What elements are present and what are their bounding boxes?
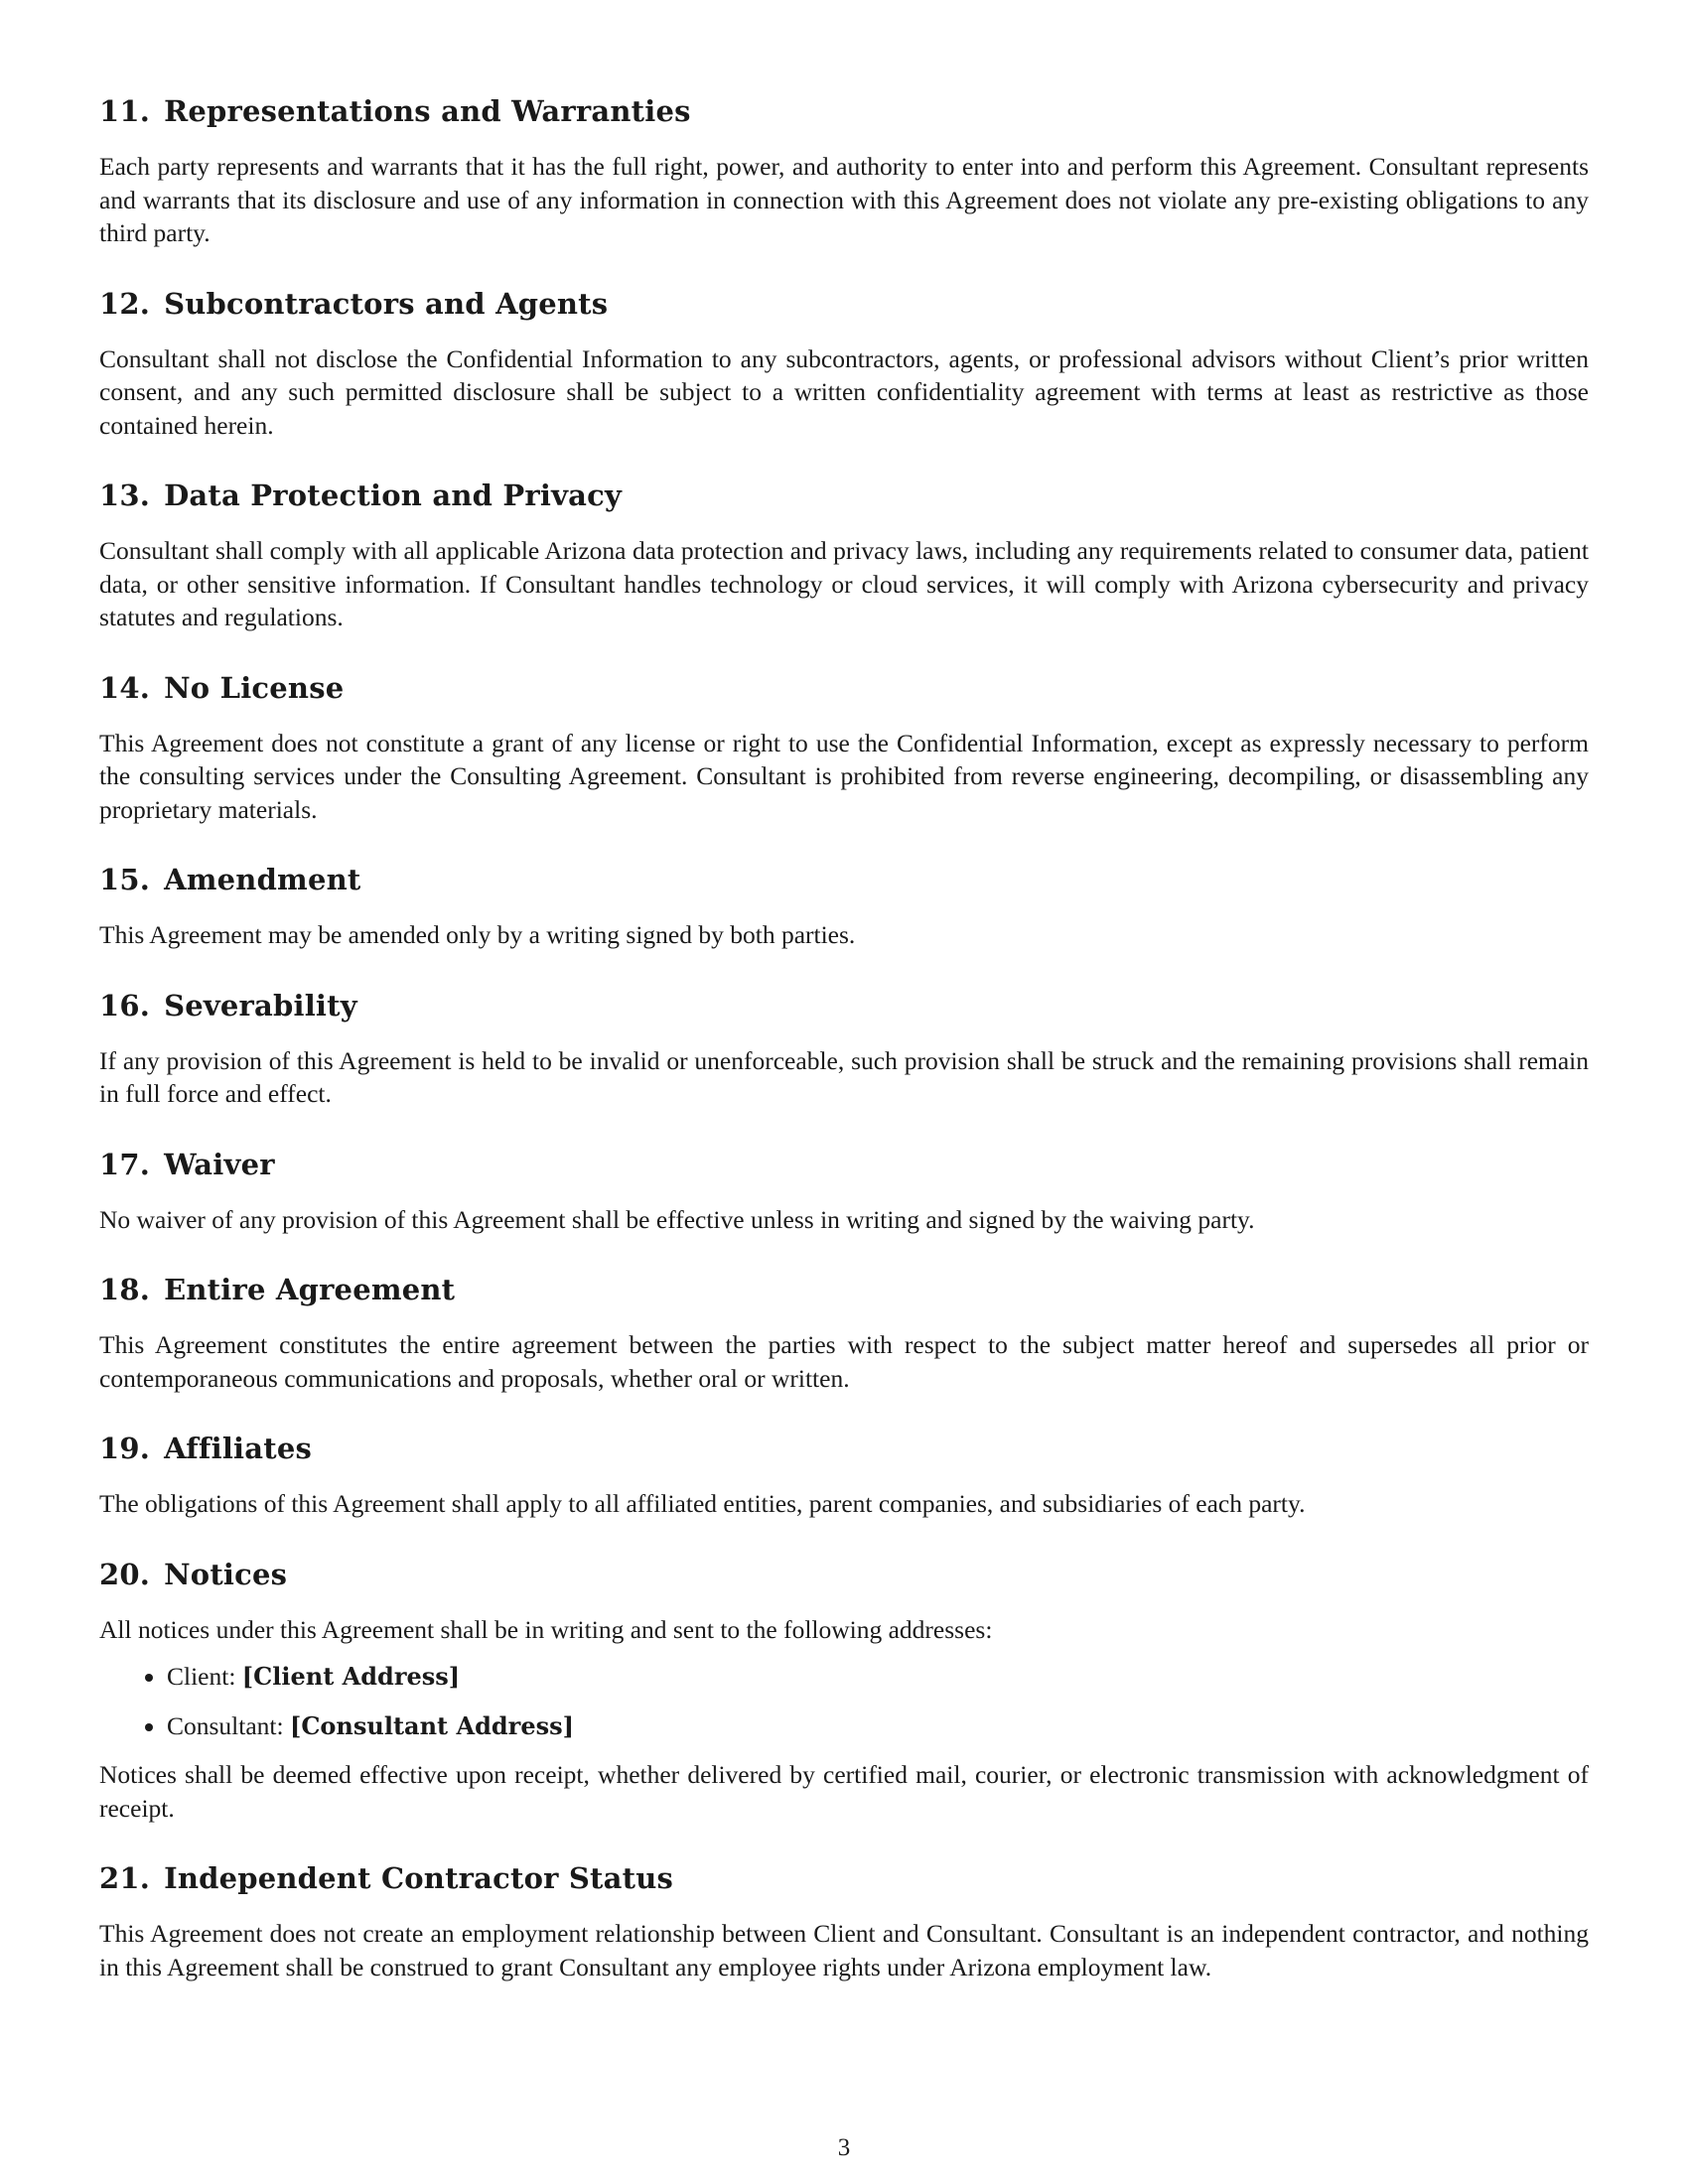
section-body: Each party represents and warrants that it has the full right, power, and authority to enter into and perform this Agreement. Consultant represents and warrants that its disclosure and use of any information in connection with this Agreement does not violate any pre-existing obligations to any third party. xyxy=(99,152,1589,247)
section-body: This Agreement may be amended only by a writing signed by both parties. xyxy=(99,920,856,949)
section-body: This Agreement does not constitute a grant of any license or right to use the Confidential Information, except as expressly necessary to perform the consulting services under the Consulting Agreement. Consultant is prohibited from reverse engineering, decompiling, or disassembling any proprietary materials. xyxy=(99,728,1589,824)
section-independent-contractor xyxy=(99,1858,1589,1983)
section-body: This Agreement constitutes the entire agreement between the parties with respect to the subject matter hereof and supersedes all prior or contemporaneous communications and proposals, whether oral or written. xyxy=(99,1330,1589,1393)
document-page xyxy=(99,91,1589,2017)
section-data-protection-privacy xyxy=(99,476,1589,634)
section-intro: All notices under this Agreement shall be in writing and sent to the following addresses: xyxy=(99,1614,993,1644)
section-body: The obligations of this Agreement shall apply to all affiliated entities, parent companies, and subsidiaries of each party. xyxy=(99,1489,1306,1518)
section-no-license xyxy=(99,668,1589,827)
address-list xyxy=(99,1660,1589,1742)
section-heading: 16. Severability xyxy=(99,988,357,1023)
address-placeholder: [Client Address] xyxy=(241,1662,461,1691)
section-entire-agreement xyxy=(99,1270,1589,1395)
section-notices xyxy=(99,1555,1589,1826)
section-heading: 18. Entire Agreement xyxy=(99,1273,456,1306)
section-body: This Agreement does not create an employment relationship between Client and Consultant. Consultant is an independent contractor, and nothing in this Agreement shall be construed to grant Consultant any employee rights under Arizona employment law. xyxy=(99,1919,1589,1981)
section-body: If any provision of this Agreement is held to be invalid or unenforceable, such provision shall be struck and the remaining provisions shall remain in full force and effect. xyxy=(99,1045,1589,1108)
section-heading: 14. No License xyxy=(99,670,345,705)
section-body: No waiver of any provision of this Agreement shall be effective unless in writing and signed by the waiving party. xyxy=(99,1204,1255,1234)
section-amendment xyxy=(99,860,1589,952)
section-subcontractors-agents xyxy=(99,284,1589,443)
section-heading: 11. Representations and Warranties xyxy=(99,94,691,128)
list-item: • Client: [Client Address] xyxy=(167,1660,1589,1694)
section-outro: Notices shall be deemed effective upon receipt, whether delivered by certified mail, courier, or electronic transmission with acknowledgment of receipt. xyxy=(99,1760,1589,1823)
section-affiliates xyxy=(99,1429,1589,1521)
section-heading: 19. Affiliates xyxy=(99,1432,313,1465)
section-heading: 15. Amendment xyxy=(99,863,361,896)
section-heading: 12. Subcontractors and Agents xyxy=(99,286,609,321)
section-heading: 17. Waiver xyxy=(99,1147,275,1181)
section-severability xyxy=(99,986,1589,1111)
section-body: Consultant shall not disclose the Confidential Information to any subcontractors, agents, or professional advisors without Client’s prior written consent, and any such permitted disclosure shall be subject to a written confidentiality agreement with terms at least as restrictive as those contained herein. xyxy=(99,343,1589,440)
address-placeholder: [Consultant Address] xyxy=(289,1710,574,1740)
section-body: Consultant shall comply with all applicable Arizona data protection and privacy laws, including any requirements related to consumer data, patient data, or other sensitive information. If Consultant handles technology or cloud services, it will comply with Arizona cybersecurity and privacy statutes and regulations. xyxy=(99,536,1589,631)
section-heading: 13. Data Protection and Privacy xyxy=(99,478,623,512)
section-heading: 20. Notices xyxy=(99,1557,288,1591)
section-heading: 21. Independent Contractor Status xyxy=(99,1861,674,1895)
section-representations-warranties xyxy=(99,91,1589,250)
page-number: 3 xyxy=(837,2134,851,2161)
section-waiver xyxy=(99,1145,1589,1237)
list-item: • Consultant: [Consultant Address] xyxy=(167,1709,1589,1743)
